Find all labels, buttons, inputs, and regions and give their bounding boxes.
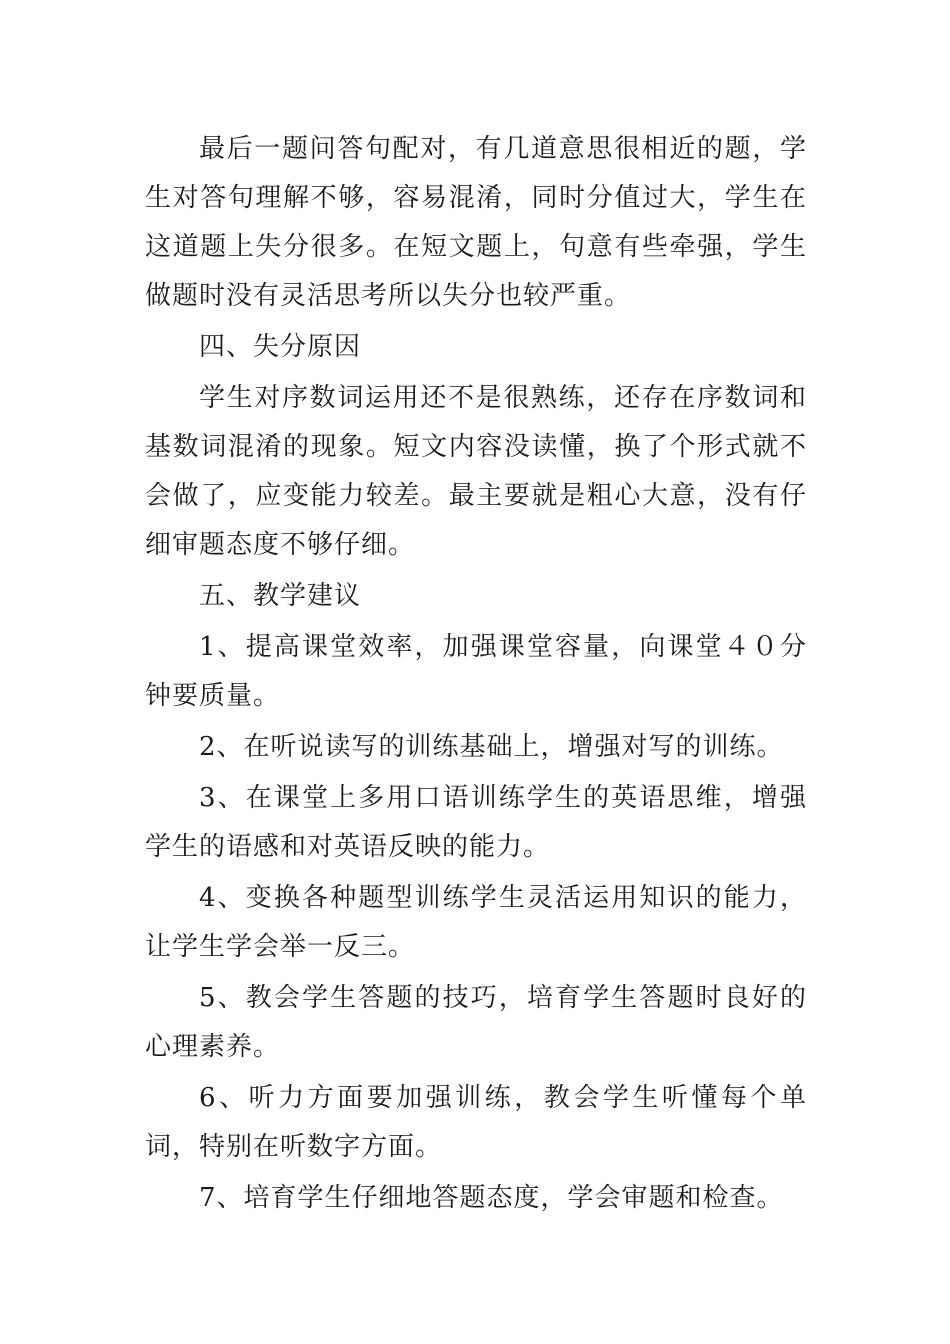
suggestion-item-2: 2、在听说读写的训练基础上，增强对写的训练。 <box>199 732 784 762</box>
suggestion-item-5: 5、教会学生答题的技巧，培育学生答题时良好的心理素养。 <box>145 983 807 1062</box>
suggestion-item-7: 7、培育学生仔细地答题态度，学会审题和检查。 <box>199 1183 784 1213</box>
paragraph-reasons: 学生对序数词运用还不是很熟练，还存在序数词和基数词混淆的现象。短文内容没读懂，换了个形式就不会做了，应变能力较差。最主要就是粗心大意，没有仔细审题态度不够仔细。 <box>145 383 807 560</box>
paragraph-analysis-matching: 最后一题问答句配对，有几道意思很相近的题，学生对答句理解不够，容易混淆，同时分值过大，学生在这道题上失分很多。在短文题上，句意有些牵强，学生做题时没有灵活思考所以失分也较严重。 <box>145 134 807 311</box>
suggestion-item-4: 4、变换各种题型训练学生灵活运用知识的能力，让学生学会举一反三。 <box>145 883 807 962</box>
suggestion-item-6: 6、听力方面要加强训练，教会学生听懂每个单词，特别在听数字方面。 <box>145 1083 807 1162</box>
heading-section-4: 四、失分原因 <box>199 332 362 362</box>
heading-section-5: 五、教学建议 <box>199 581 362 611</box>
suggestion-item-3: 3、在课堂上多用口语训练学生的英语思维，增强学生的语感和对英语反映的能力。 <box>145 783 807 862</box>
suggestion-item-1: 1、提高课堂效率，加强课堂容量，向课堂４０分钟要质量。 <box>145 632 807 711</box>
document-body <box>145 125 807 1225</box>
